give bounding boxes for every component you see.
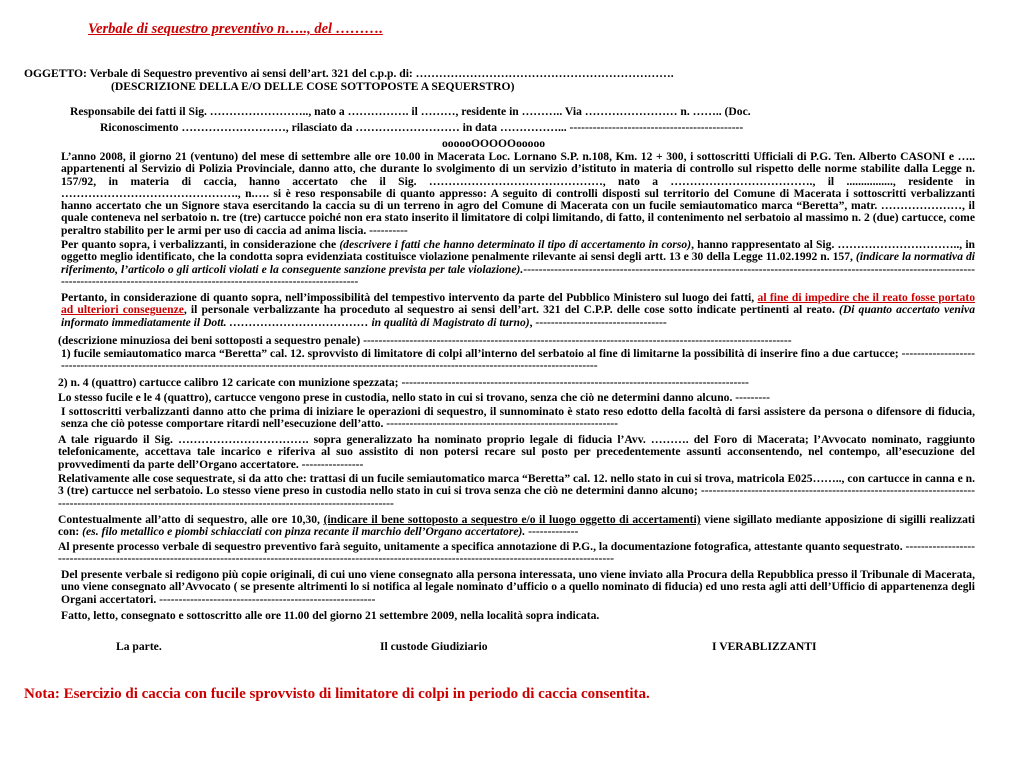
signature-custodian: Il custode Giudiziario: [380, 640, 488, 653]
p7-text-a: Contestualmente all’atto di sequestro, alle ore 10,30,: [58, 514, 320, 526]
p2-text-a: Per quanto sopra, i verbalizzanti, in considerazione che: [61, 239, 337, 251]
p2-legal-note: (indicare la normativa di riferimento, l’articolo o gli articoli violati e la conseguente sanzione prevista per tale violazione).: [61, 250, 975, 276]
signature-party: La parte.: [116, 640, 162, 653]
signature-officers: I VERABLIZZANTI: [712, 640, 817, 653]
paragraph-seized-items-detail: Relativamente alle cose sequestrate, si da atto che: trattasi di un fucile semiautomatico marca “Beretta” cal. 12. nello stato in cui si trova, matricola E025…….., con cartucce in canna e n. 3 (tre) cartucce nel serbatoio. Lo stesso viene preso in custodia nello stato in cui si trova senza che ciò ne determini danno alcuno; --------------------------------------------------------------------------------------------------------------------------------------------------------------: [58, 473, 975, 510]
p3-text-a: Pertanto, in considerazione di quanto sopra, nell’impossibilità del tempestivo intervento da parte del Pubblico Ministero sul luogo dei fatti,: [61, 291, 755, 304]
oggetto-line: [24, 67, 674, 80]
p7-dashes: -------------: [528, 525, 579, 539]
paragraph-seizure-reason: [61, 292, 975, 329]
p2-italic-note: (descrivere i fatti che hanno determinato il tipo di accertamento in corso): [339, 239, 692, 251]
closing-line: Fatto, letto, consegnato e sottoscritto alle ore 11.00 del giorno 21 settembre 2009, nella località sopra indicata.: [61, 609, 600, 622]
items-heading: (descrizione minuziosa dei beni sottoposti a sequestro penale) ---------------------------------------------------------------------------------------------------------------: [58, 334, 792, 347]
paragraph-circumstances: L’anno 2008, il giorno 21 (ventuno) del mese di settembre alle ore 10.00 in Macerata Loc. Lornano S.P. n.108, Km. 12 + 300, i sottoscritti Ufficiali di P.G. Ten. Alberto CASONI e ….. appartenenti al Servizio di Polizia Provinciale, danno atto, che durante lo svolgimento di un servizio d’istituto in materia di controllo sul rispetto delle norme stabilite dalla Legge n. 157/92, in materia di caccia, hanno accertato che il Sig. ………………………………………, nato a ………………………………., il ................, residente in ………………………………………., n.…. si è reso responsabile di quanto appresso: A seguito di controlli disposti sul territorio del Comune di Macerata i sottoscritti verbalizzanti hanno accertato che un Signore stava esercitando la caccia su di un terreno in agro del Comune di Macerata con un fucile semiautomatico marca “Beretta”, matr. …………………, il quale conteneva nel serbatoio n. tre (tre) cartucce poiché non era stato inserito il limitatore di colpi limitando, di fatto, il contenimento nel serbatoio al massimo n. 2 (due) cartucce, come peraltro stabilito per le armi per uso di caccia ad anima liscia. ----------: [61, 150, 975, 237]
p7-underlined: (indicare il bene sottoposto a sequestro e/o il luogo oggetto di accertamenti): [323, 514, 701, 526]
paragraph-copies: Del presente verbale si redigono più copie originali, di cui uno viene consegnato alla persona interessata, uno viene inviato alla Procura della Repubblica presso il Tribunale di Macerata, uno viene consegnato all’Avvocato ( se presente altrimenti lo si notifica al legale nominato d’ufficio o a quello nominato di fiducia) ed uno resta agli atti dell’Ufficio di appartenenza degli Organi accertatori. --------------------------------------------------------: [61, 569, 975, 606]
paragraph-lawyer: A tale riguardo il Sig. ……………………………. sopra generalizzato ha nominato proprio legale di fiducia l’Avv. ………. del Foro di Macerata; l’Avvocato nominato, raggiunto telefonicamente, accettava tale incarico e riferiva al suo assistito di non potersi recare sul posto per precedentemente assunti acconsentendo, nel contempo, all’esecuzione del provvedimenti da parte dell’Organo accertatore. ----------------: [58, 434, 975, 471]
oggetto-subtitle: (DESCRIZIONE DELLA E/O DELLE COSE SOTTOPOSTE A SEQUERSTRO): [111, 80, 515, 93]
seized-item-2: 2) n. 4 (quattro) cartucce calibro 12 caricate con munizione spezzata; ------------------------------------------------------------------------------------------: [58, 376, 749, 389]
p2-text-c: , hanno rappresentato al Sig. ………………………….., in oggetto meglio identificato, che la condotta sopra evidenziata costituisce violazione penalmente rilevante ai sensi degli artt. 13 e 30 della Legge 11.02.1992 n. 157,: [61, 239, 975, 264]
seized-item-1: 1) fucile semiautomatico marca “Beretta” cal. 12. sprovvisto di limitatore di colpi all’interno del serbatoio al fine di limitarne la possibilità di inserire fino a due cartucce; --------------------------------------------------------------------------------------------------------------------------------------------------------------: [61, 348, 975, 373]
p3-dashes: , ----------------------------------: [529, 315, 667, 329]
p7-text-c: viene sigillato mediante apposizione di sigilli realizzati con:: [58, 514, 975, 539]
p3-highlight: al fine di impedire che il reato fosse portato ad ulteriori conseguenze: [61, 291, 976, 317]
p2-dashes: --------------------------------------------------------------------------------------------------------------------------------------------------------------------------------------------------: [61, 262, 975, 288]
p3-italic-note: (Di quanto accertato veniva informato immediatamente il Dott. ……………………………… in qualità di Magistrato di turno): [61, 303, 975, 329]
document-title: Verbale di sequestro preventivo n….., del ……….: [88, 21, 383, 37]
oggetto-text: Verbale di Sequestro preventivo ai sensi dell’art. 321 del c.p.p. di: ………………………………………………………….: [89, 67, 674, 80]
custody-line: Lo stesso fucile e le 4 (quattro), cartucce vengono prese in custodia, nello stato in cui si trovano, senza che ciò ne determini danno alcuno. ---------: [58, 391, 770, 404]
footnote: Nota: Esercizio di caccia con fucile sprovvisto di limitatore di colpi in periodo di caccia consentita.: [24, 686, 650, 702]
p7-italic-note: (es. filo metallico e piombi schiacciati con pinza recante il marchio dell’Organo accertatore).: [82, 525, 526, 539]
section-separator: oooooOOOOOooooo: [442, 137, 546, 150]
paragraph-right-to-counsel: I sottoscritti verbalizzanti danno atto che prima di iniziare le operazioni di sequestro, il sunnominato è stato reso edotto della facoltà di farsi assistere da persona o difensore di fiducia, senza che ciò potesse comportare ritardi nell’esecuzione dell’atto. ------------------------------------------------------------: [61, 406, 975, 431]
oggetto-label: OGGETTO:: [24, 67, 87, 80]
paragraph-violation: [61, 239, 975, 289]
responsabile-line: Responsabile dei fatti il Sig. …………………….., nato a ……………. il ………, residente in ……….. Via …………………… n. …….. (Doc.: [70, 105, 751, 118]
p3-text-c: , il personale verbalizzante ha proceduto al sequestro ai sensi dell’art. 321 del C.P.P. delle cose sotto indicate pertinenti al reato.: [183, 303, 835, 317]
paragraph-seals: [58, 514, 975, 540]
paragraph-photo-documentation: Al presente processo verbale di sequestro preventivo farà seguito, unitamente a specifica annotazione di P.G., la documentazione fotografica, attestante quanto sequestrato. ------------------------------------------------------------------------------------------------------------------------------------------------------------------: [58, 541, 975, 566]
riconoscimento-line: Riconoscimento ………………………, rilasciato da ……………………… in data ……………... ---------------------------------------------: [100, 121, 744, 134]
